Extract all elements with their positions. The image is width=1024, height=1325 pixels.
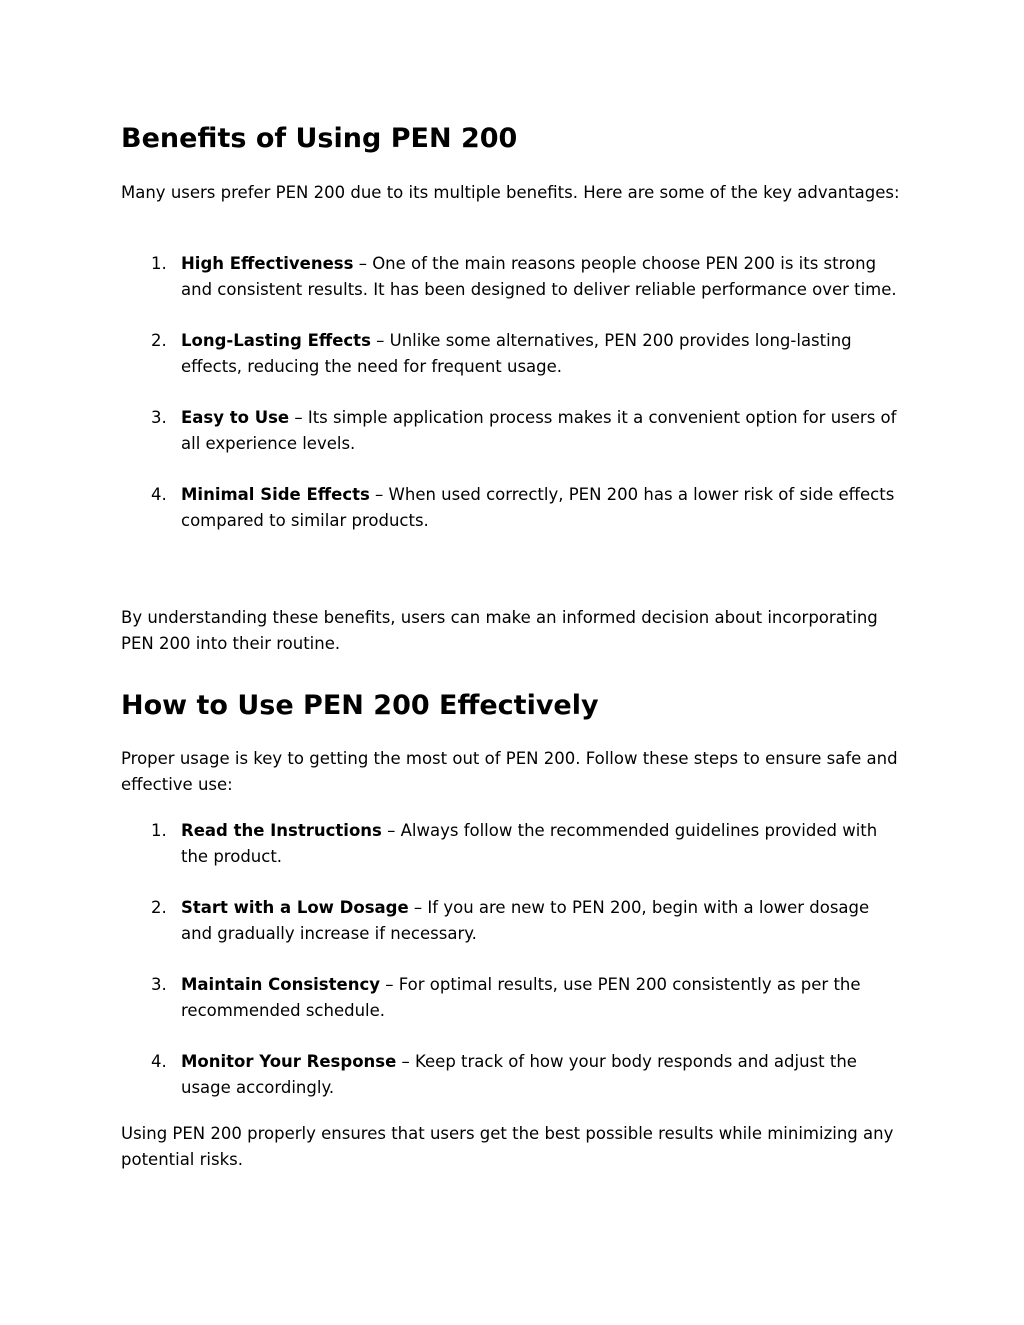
how-to-use-intro-paragraph: Proper usage is key to getting the most out of PEN 200. Follow these steps to ensure safe and effective use: [121, 749, 898, 794]
list-item-title: Monitor Your Response [181, 1052, 397, 1071]
list-number: 1. [151, 254, 167, 273]
how-to-use-conclusion-paragraph: Using PEN 200 properly ensures that users get the best possible results while minimizing any potential risks. [121, 1124, 894, 1169]
list-item-title: Maintain Consistency [181, 975, 380, 994]
list-item [121, 895, 901, 947]
list-number: 2. [151, 898, 167, 917]
list-item [121, 251, 901, 303]
list-item-title: Start with a Low Dosage [181, 898, 409, 917]
list-item-text: – Keep track of how your body responds and adjust the usage accordingly. [181, 1052, 857, 1097]
list-number: 4. [151, 1052, 167, 1071]
usage-steps-list [121, 818, 911, 1126]
section-heading-how-to-use: How to Use PEN 200 Effectively [121, 690, 599, 721]
list-item-title: Easy to Use [181, 408, 290, 427]
list-item [121, 328, 901, 380]
list-item-text: – When used correctly, PEN 200 has a lower risk of side effects compared to similar products. [181, 485, 895, 530]
list-item-title: Minimal Side Effects [181, 485, 370, 504]
section-heading-benefits: Benefits of Using PEN 200 [121, 123, 518, 154]
list-number: 4. [151, 485, 167, 504]
list-item [121, 482, 901, 534]
list-item-text: – If you are new to PEN 200, begin with a lower dosage and gradually increase if necessary. [181, 898, 870, 943]
list-item [121, 405, 901, 457]
benefits-intro-paragraph: Many users prefer PEN 200 due to its multiple benefits. Here are some of the key advantages: [121, 183, 900, 202]
list-item-title: High Effectiveness [181, 254, 354, 273]
list-number: 1. [151, 821, 167, 840]
list-item-text: – For optimal results, use PEN 200 consistently as per the recommended schedule. [181, 975, 861, 1020]
list-item-title: Long-Lasting Effects [181, 331, 371, 350]
list-item-text: – Its simple application process makes it a convenient option for users of all experience levels. [181, 408, 897, 453]
list-item-text: – One of the main reasons people choose PEN 200 is its strong and consistent results. It has been designed to deliver reliable performance over time. [181, 254, 897, 299]
list-item [121, 972, 901, 1024]
benefits-conclusion-paragraph: By understanding these benefits, users can make an informed decision about incorporating PEN 200 into their routine. [121, 608, 878, 653]
list-number: 3. [151, 975, 167, 994]
list-number: 2. [151, 331, 167, 350]
list-item-title: Read the Instructions [181, 821, 382, 840]
list-item-text: – Unlike some alternatives, PEN 200 provides long-lasting effects, reducing the need for frequent usage. [181, 331, 852, 376]
list-number: 3. [151, 408, 167, 427]
benefits-list [121, 251, 911, 559]
list-item [121, 1049, 901, 1101]
list-item [121, 818, 901, 870]
list-item-text: – Always follow the recommended guidelines provided with the product. [181, 821, 878, 866]
